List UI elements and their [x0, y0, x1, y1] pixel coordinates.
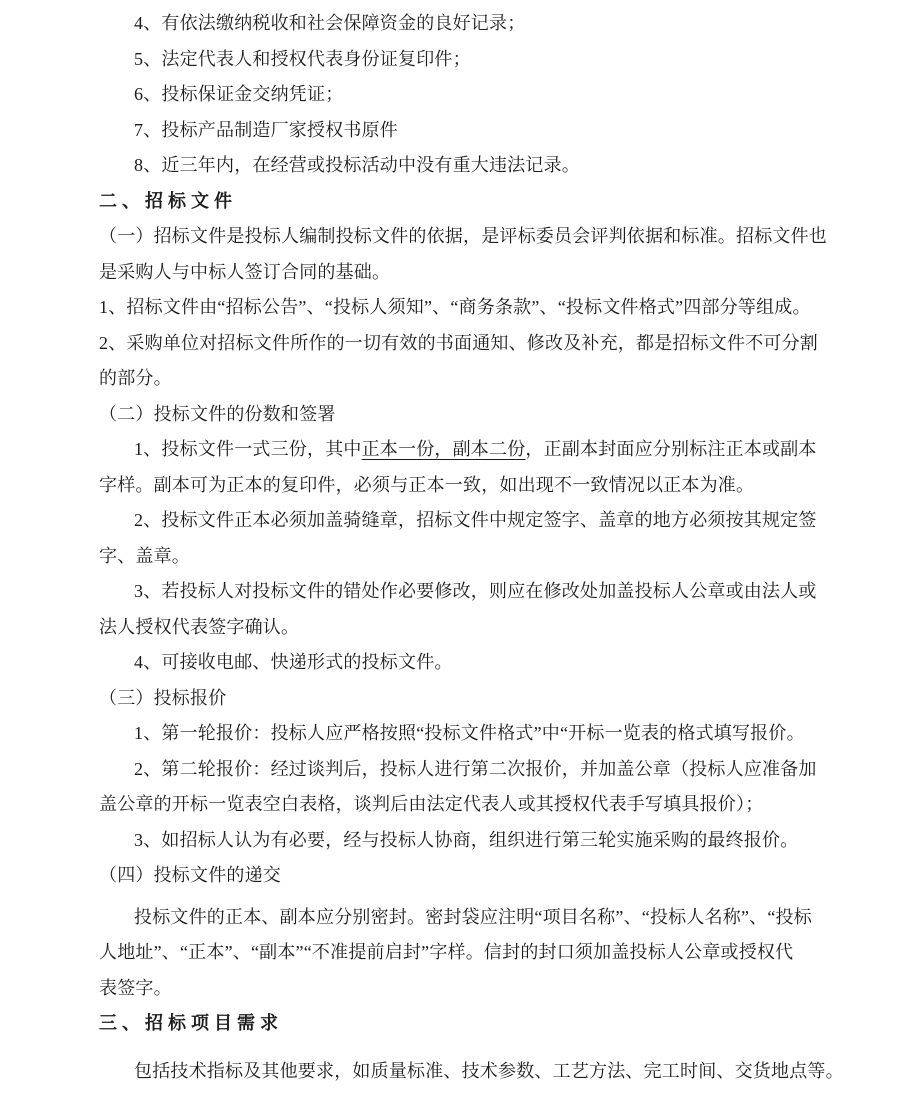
document-line: 2、第二轮报价：经过谈判后，投标人进行第二次报价，并加盖公章（投标人应准备加	[134, 758, 817, 779]
document-line: 4、可接收电邮、快递形式的投标文件。	[134, 652, 453, 672]
document-line: （一）招标文件是投标人编制投标文件的依据，是评标委员会评判依据和标准。招标文件也	[99, 226, 827, 246]
document-line: 字、盖章。	[99, 545, 190, 566]
document-line: 5、法定代表人和授权代表身份证复印件；	[134, 48, 471, 69]
document-line: 7、投标产品制造厂家授权书原件	[134, 119, 398, 140]
document-line: （二）投标文件的份数和签署	[99, 403, 336, 424]
document-line: 1、第一轮报价：投标人应严格按照“投标文件格式”中“开标一览表的格式填写报价。	[134, 723, 805, 743]
document-line	[99, 432, 835, 468]
document-line: 的部分。	[99, 368, 172, 388]
text-segment: ，正副本封面应分别标注正本或副本	[525, 439, 817, 459]
document-line: 3、若投标人对投标文件的错处作必要修改，则应在修改处加盖投标人公章或由法人或	[134, 581, 817, 601]
document-line: 包括技术指标及其他要求，如质量标准、技术参数、工艺方法、完工时间、交货地点等。	[134, 1060, 844, 1081]
document-line: 3、如招标人认为有必要，经与投标人协商，组织进行第三轮实施采购的最终报价。	[134, 829, 799, 850]
document-line: 表签字。	[99, 977, 172, 998]
document-page	[99, 6, 844, 1089]
document-line: 是采购人与中标人签订合同的基础。	[99, 261, 391, 282]
document-line: （三）投标报价	[99, 687, 227, 708]
document-line: 1、招标文件由“招标公告”、“投标人须知”、“商务条款”、“投标文件格式”四部分等组成。	[99, 297, 811, 317]
document-line: （四）投标文件的递交	[99, 865, 281, 885]
document-line: 投标文件的正本、副本应分别密封。密封袋应注明“项目名称”、“投标人名称”、“投标	[134, 906, 812, 927]
document-line: 2、投标文件正本必须加盖骑缝章，招标文件中规定签字、盖章的地方必须按其规定签	[134, 510, 817, 530]
document-line: 2、采购单位对招标文件所作的一切有效的书面通知、修改及补充，都是招标文件不可分割	[99, 332, 818, 353]
section-heading: 三、招标项目需求	[99, 1013, 283, 1033]
document-line: 8、近三年内，在经营或投标活动中没有重大违法记录。	[134, 155, 580, 175]
document-line: 盖公章的开标一览表空白表格，谈判后由法定代表人或其授权代表手写填具报价）；	[99, 794, 764, 814]
underlined-text: 正本一份，副本二份	[361, 439, 526, 459]
document-line: 4、有依法缴纳税收和社会保障资金的良好记录；	[134, 13, 526, 33]
document-line: 人地址”、“正本”、“副本”“不准提前启封”字样。信封的封口须加盖投标人公章或授权代	[99, 942, 794, 962]
document-body	[99, 6, 844, 1089]
text-segment: 1、投标文件一式三份，其中	[134, 439, 362, 459]
document-line: 法人授权代表签字确认。	[99, 616, 300, 637]
section-heading: 二、招标文件	[99, 190, 237, 211]
document-line: 6、投标保证金交纳凭证；	[134, 84, 344, 104]
document-line: 字样。副本可为正本的复印件，必须与正本一致，如出现不一致情况以正本为准。	[99, 474, 755, 495]
